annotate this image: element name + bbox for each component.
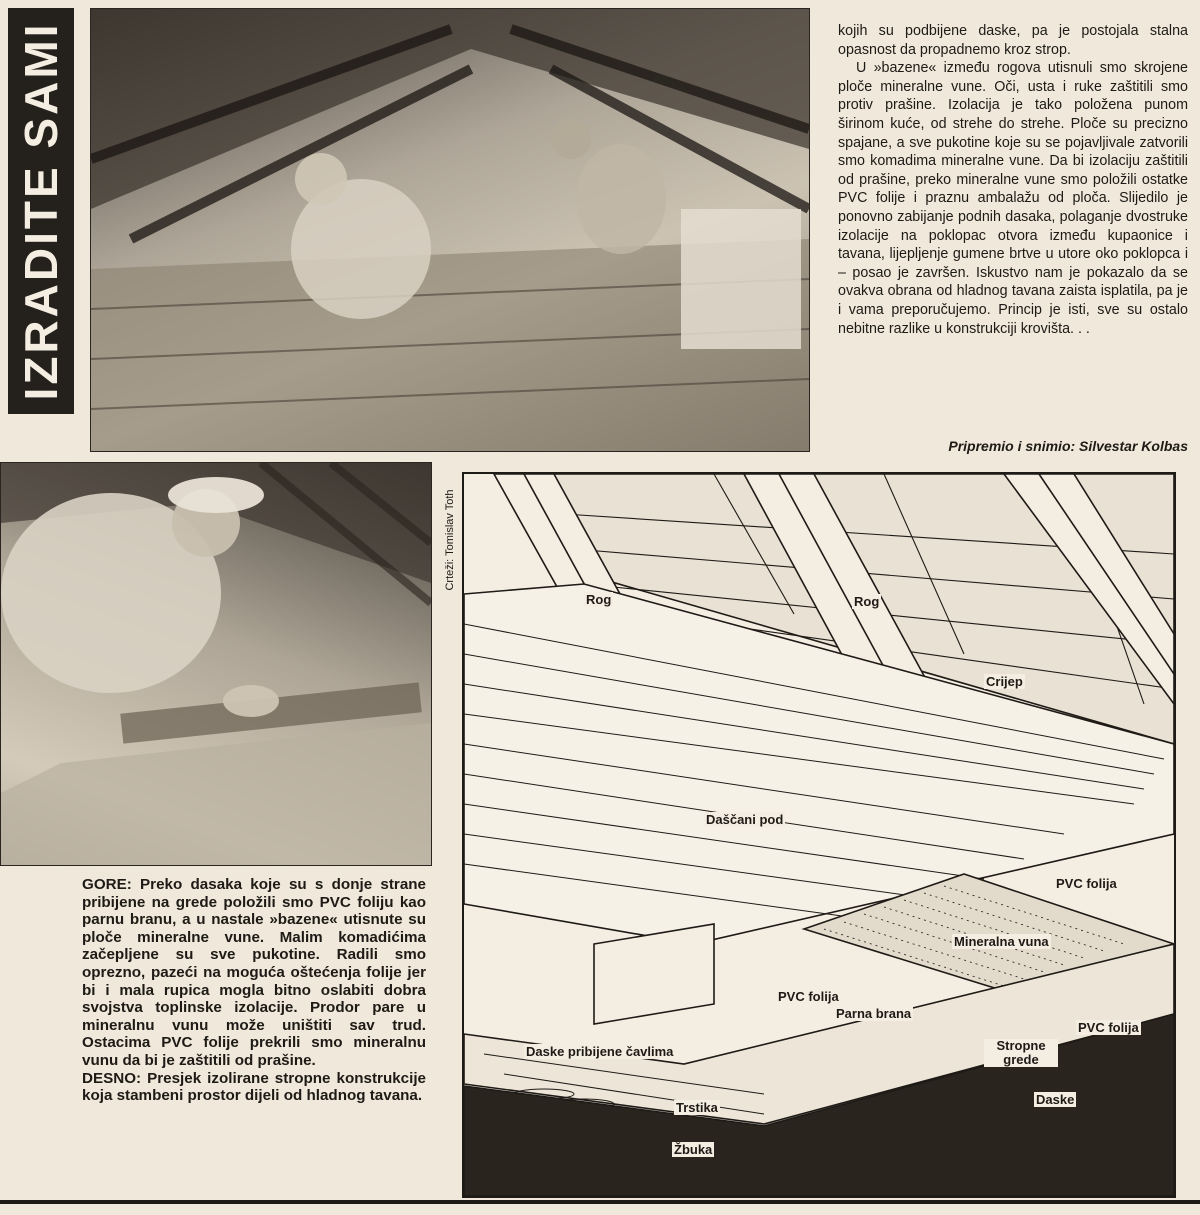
article-body — [838, 22, 1188, 338]
attic-photo-left-illustration — [1, 463, 431, 865]
label-zbuka: Žbuka — [674, 1142, 713, 1157]
label-pvc-folija-mid: PVC folija — [778, 989, 839, 1004]
label-stropne-grede: Stropne grede — [984, 1039, 1058, 1067]
label-mineralna-vuna: Mineralna vuna — [954, 934, 1049, 949]
label-daske-pribijene: Daske pribijene čavlima — [526, 1044, 674, 1059]
bottom-rule — [0, 1200, 1200, 1204]
label-parna-brana: Parna brana — [836, 1006, 912, 1021]
label-pvc-folija-top: PVC folija — [1056, 876, 1117, 891]
section-label-band — [8, 8, 74, 414]
label-dascani-pod: Daščani pod — [706, 812, 784, 827]
caption-desno: DESNO: Presjek izolirane stropne konstrukcije koja stambeni prostor dijeli od hladnog tavana. — [82, 1069, 426, 1105]
drawing-credit-text: Crteži: Tomislav Toth — [444, 489, 456, 591]
label-trstika: Trstika — [676, 1100, 718, 1115]
photo-caption — [82, 876, 426, 1105]
drawing-credit — [440, 470, 460, 610]
label-rog-left: Rog — [586, 592, 612, 607]
diagram-drawing — [464, 474, 1174, 1196]
article-credit: Pripremio i snimio: Silvestar Kolbas — [948, 438, 1188, 454]
attic-photo-left — [0, 462, 432, 866]
label-daske: Daske — [1036, 1092, 1075, 1107]
article-paragraph-2: U »bazene« između rogova utisnuli smo skrojene ploče mineralne vune. Oči, usta i ruke zaštitili smo protiv prašine. Izolacija je tako položena punom širinom kuće, od strehe do strehe. Ploče su precizno spajane, a sve pukotine koje su se pojavljivale zatvorili smo komadima mineralne vune. Da bi izolaciju zaštitili od prašine, preko mineralne vune smo položili ostatke PVC folije i praznu ambalažu od ploča. Slijedilo je ponovno zabijanje podnih dasaka, polaganje dvostruke izolacije na poklopac otvora između kupaonice i tavana, lijepljenje gumene brtve u utore oko poklopca i – posao je završen. Iskustvo nam je pokazalo da se ovakva obrana od hladnog tavana zaista isplatila, pa je i vama preporučujemo. Princip je isti, sve su ostalo nebitne razlike u konstrukciji krovišta. . . — [838, 60, 1188, 337]
label-pvc-folija-right: PVC folija — [1078, 1020, 1139, 1035]
ceiling-section-diagram — [462, 472, 1176, 1198]
label-rog-right: Rog — [854, 594, 880, 609]
caption-gore: GORE: Preko dasaka koje su s donje strane pribijene na grede položili smo PVC foliju kao parnu branu, a u nastale »bazene« utisnute su ploče mineralne vune. Malim komadićima začepljene su sve pukotine. Radili smo oprezno, pazeći na moguća oštećenja folije jer bi i mala rupica mogla bitno oslabiti dobra svojstva toplinske izolacije. Prodor pare u mineralnu vunu može uništiti sav trud. Ostacima PVC folije prekrili smo mineralnu vunu da bi je zaštitili od prašine. — [82, 876, 426, 1069]
attic-photo-top-illustration — [91, 9, 809, 451]
section-label: IZRADITE SAMI — [15, 21, 67, 401]
article-paragraph-1: kojih su podbijene daske, pa je postojala stalna opasnost da propadnemo kroz strop. — [838, 23, 1188, 58]
label-crijep: Crijep — [986, 674, 1023, 689]
attic-photo-top — [90, 8, 810, 452]
